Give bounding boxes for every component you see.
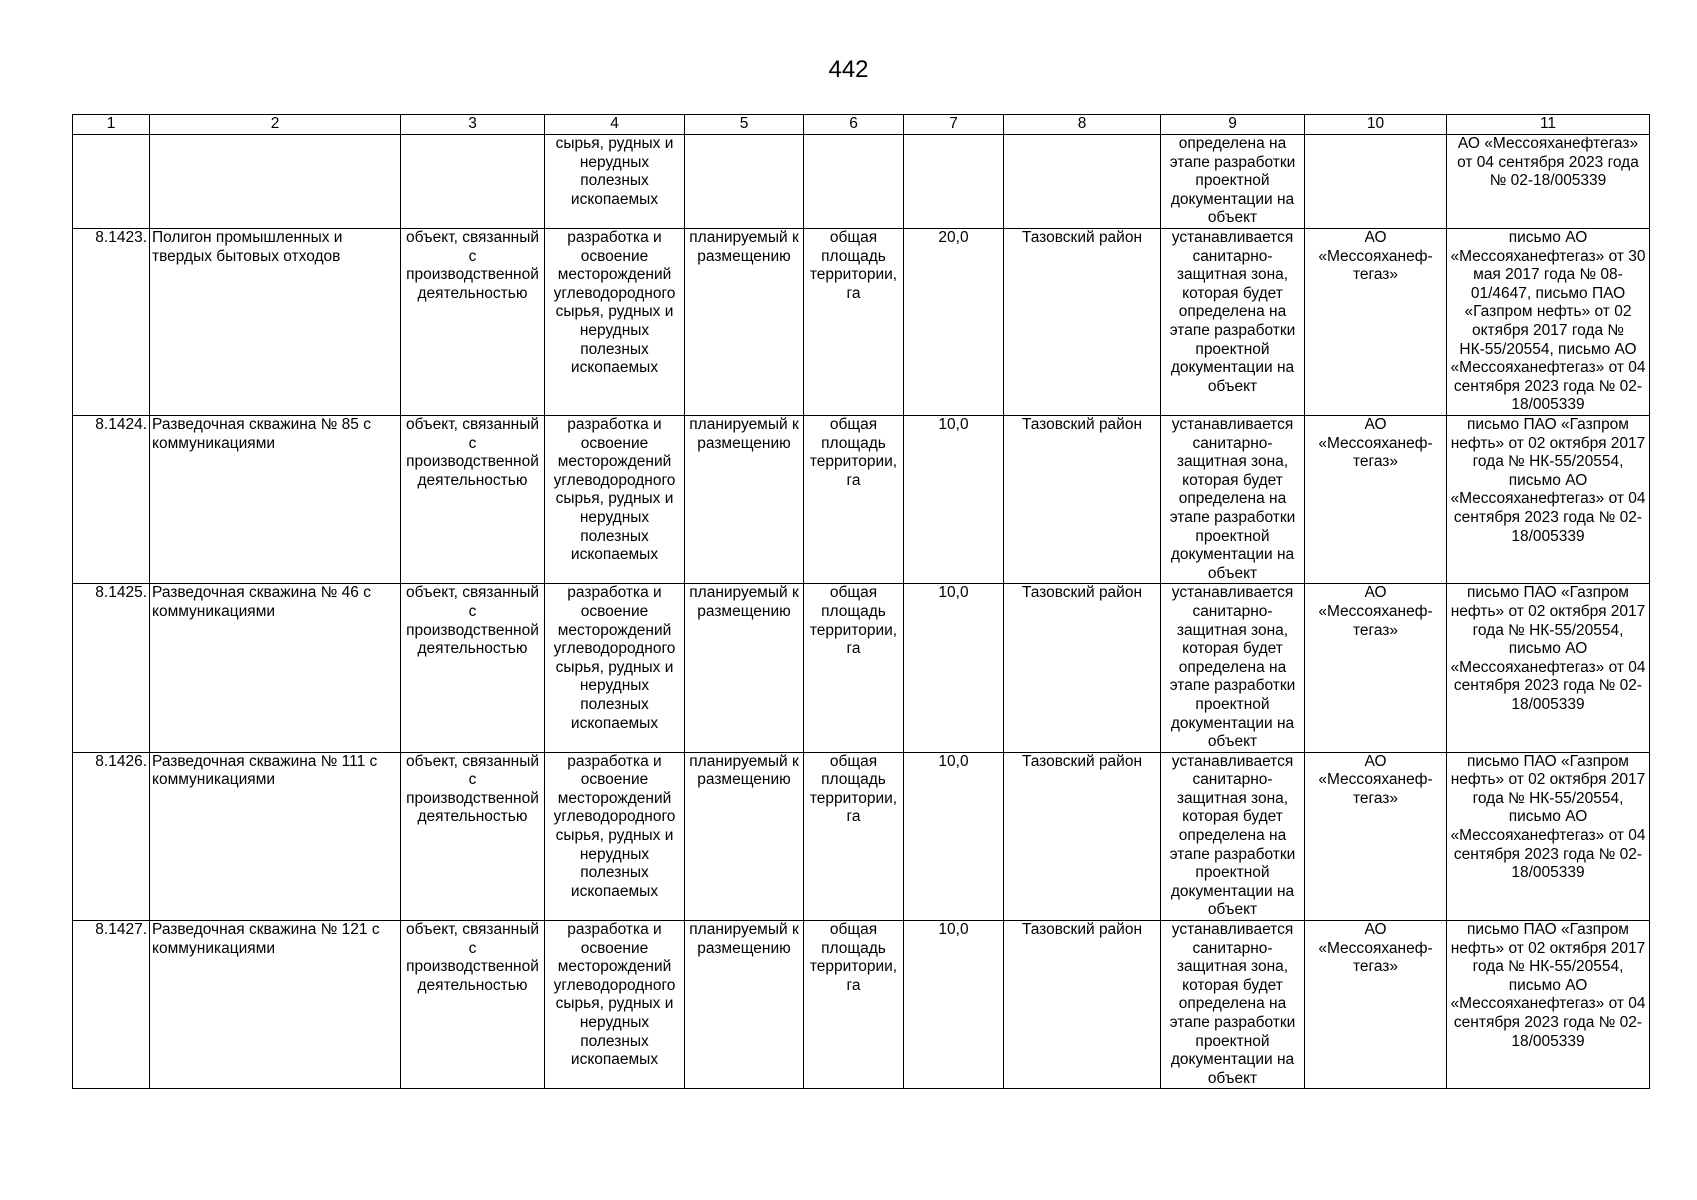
purpose-cell: разработка и освоение месторождений углеводородного сырья, рудных и нерудных полезных ископаемых [545,229,685,416]
zone-cell: устанавливается санитарно-защитная зона, которая будет определена на этапе разработки проектной документации на объект [1161,752,1305,920]
basis-cell: АО «Мессояханефтегаз» от 04 сентября 2023 года № 02-18/005339 [1447,135,1650,229]
zone-cell: устанавливается санитарно-защитная зона, которая будет определена на этапе разработки проектной документации на объект [1161,229,1305,416]
location-cell: Тазовский район [1004,921,1161,1089]
column-number-header: 6 [804,115,904,135]
object-type: объект, связанный с производственной деятельностью [401,229,545,416]
empty-cell [904,135,1004,229]
status-cell: планируемый к размещению [685,416,804,584]
zone-cell: устанавливается санитарно-защитная зона, которая будет определена на этапе разработки проектной документации на объект [1161,921,1305,1089]
characteristic-cell: общая площадь территории, га [804,752,904,920]
table-row [73,416,1650,584]
column-number-header: 7 [904,115,1004,135]
column-number-header: 8 [1004,115,1161,135]
table-row [73,921,1650,1089]
owner-cell: АО «Мессояханеф-тегаз» [1305,416,1447,584]
table-row [73,752,1650,920]
characteristic-cell: общая площадь территории, га [804,416,904,584]
empty-cell [1305,135,1447,229]
value-cell: 10,0 [904,921,1004,1089]
empty-cell [685,135,804,229]
zone-cell: определена на этапе разработки проектной документации на объект [1161,135,1305,229]
row-number: 8.1423. [73,229,150,416]
purpose-cell: разработка и освоение месторождений углеводородного сырья, рудных и нерудных полезных ископаемых [545,752,685,920]
row-number: 8.1427. [73,921,150,1089]
owner-cell: АО «Мессояханеф-тегаз» [1305,921,1447,1089]
column-number-header: 10 [1305,115,1447,135]
purpose-cell: разработка и освоение месторождений углеводородного сырья, рудных и нерудных полезных ископаемых [545,921,685,1089]
value-cell: 10,0 [904,752,1004,920]
object-name: Разведочная скважина № 85 с коммуникациями [150,416,401,584]
column-number-header: 11 [1447,115,1650,135]
basis-cell: письмо ПАО «Газпром нефть» от 02 октября 2017 года № НК-55/20554, письмо АО «Мессояханефтегаз» от 04 сентября 2023 года № 02-18/005339 [1447,752,1650,920]
basis-cell: письмо ПАО «Газпром нефть» от 02 октября 2017 года № НК-55/20554, письмо АО «Мессояханефтегаз» от 04 сентября 2023 года № 02-18/005339 [1447,584,1650,752]
row-number: 8.1426. [73,752,150,920]
zone-cell: устанавливается санитарно-защитная зона, которая будет определена на этапе разработки проектной документации на объект [1161,416,1305,584]
object-type: объект, связанный с производственной деятельностью [401,584,545,752]
page-number: 442 [828,56,869,83]
owner-cell: АО «Мессояханеф-тегаз» [1305,752,1447,920]
column-number-header: 4 [545,115,685,135]
zone-cell: устанавливается санитарно-защитная зона, которая будет определена на этапе разработки проектной документации на объект [1161,584,1305,752]
empty-cell [401,135,545,229]
status-cell: планируемый к размещению [685,921,804,1089]
object-name: Разведочная скважина № 121 с коммуникациями [150,921,401,1089]
status-cell: планируемый к размещению [685,752,804,920]
empty-cell [1004,135,1161,229]
purpose-cell: разработка и освоение месторождений углеводородного сырья, рудных и нерудных полезных ископаемых [545,584,685,752]
column-number-header: 1 [73,115,150,135]
characteristic-cell: общая площадь территории, га [804,921,904,1089]
object-name: Разведочная скважина № 111 с коммуникациями [150,752,401,920]
column-number-row [73,115,1650,135]
characteristic-cell: общая площадь территории, га [804,229,904,416]
object-type: объект, связанный с производственной деятельностью [401,752,545,920]
basis-cell: письмо ПАО «Газпром нефть» от 02 октября 2017 года № НК-55/20554, письмо АО «Мессояханефтегаз» от 04 сентября 2023 года № 02-18/005339 [1447,416,1650,584]
column-number-header: 2 [150,115,401,135]
value-cell: 10,0 [904,416,1004,584]
location-cell: Тазовский район [1004,229,1161,416]
location-cell: Тазовский район [1004,752,1161,920]
objects-table [72,114,1650,1089]
basis-cell: письмо ПАО «Газпром нефть» от 02 октября 2017 года № НК-55/20554, письмо АО «Мессояханефтегаз» от 04 сентября 2023 года № 02-18/005339 [1447,921,1650,1089]
object-name: Полигон промышленных и твердых бытовых отходов [150,229,401,416]
column-number-header: 5 [685,115,804,135]
object-name: Разведочная скважина № 46 с коммуникациями [150,584,401,752]
status-cell: планируемый к размещению [685,584,804,752]
empty-cell [73,135,150,229]
status-cell: планируемый к размещению [685,229,804,416]
table-row [73,584,1650,752]
owner-cell: АО «Мессояханеф-тегаз» [1305,584,1447,752]
location-cell: Тазовский район [1004,584,1161,752]
basis-cell: письмо АО «Мессояханефтегаз» от 30 мая 2017 года № 08-01/4647, письмо ПАО «Газпром нефть» от 02 октября 2017 года № НК-55/20554, письмо АО «Мессояханефтегаз» от 04 сентября 2023 года № 02-18/005339 [1447,229,1650,416]
row-number: 8.1424. [73,416,150,584]
owner-cell: АО «Мессояханеф-тегаз» [1305,229,1447,416]
row-number: 8.1425. [73,584,150,752]
purpose-cell: сырья, рудных и нерудных полезных ископаемых [545,135,685,229]
table-row [73,229,1650,416]
characteristic-cell: общая площадь территории, га [804,584,904,752]
object-type: объект, связанный с производственной деятельностью [401,416,545,584]
value-cell: 20,0 [904,229,1004,416]
column-number-header: 9 [1161,115,1305,135]
empty-cell [150,135,401,229]
purpose-cell: разработка и освоение месторождений углеводородного сырья, рудных и нерудных полезных ископаемых [545,416,685,584]
object-type: объект, связанный с производственной деятельностью [401,921,545,1089]
location-cell: Тазовский район [1004,416,1161,584]
empty-cell [804,135,904,229]
column-number-header: 3 [401,115,545,135]
continuation-row [73,135,1650,229]
value-cell: 10,0 [904,584,1004,752]
